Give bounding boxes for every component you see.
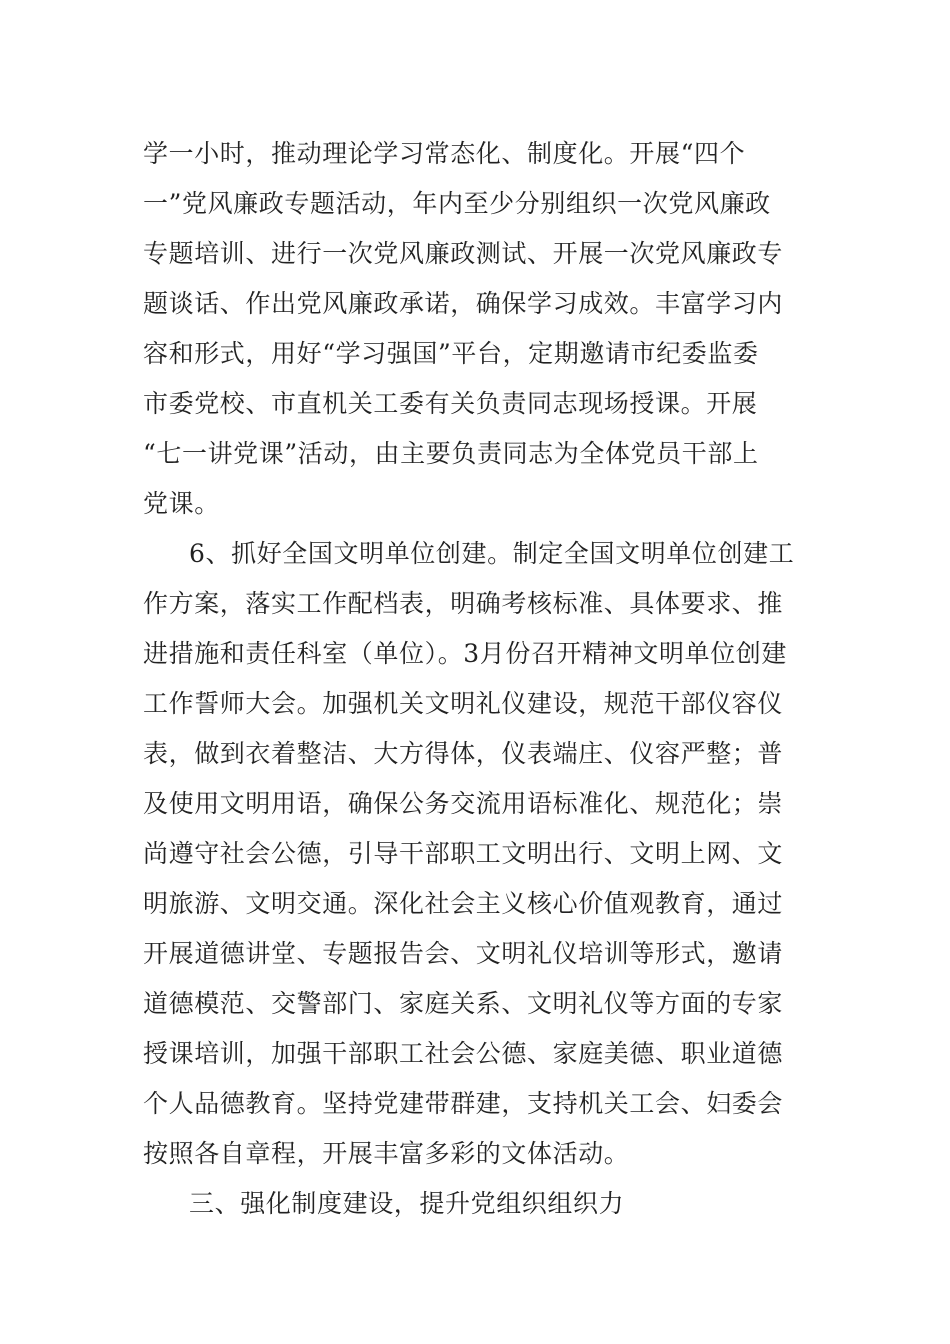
text-line: 明旅游、文明交通。深化社会主义核心价值观教育，通过 — [143, 889, 784, 918]
text-line: 个人品德教育。坚持党建带群建，支持机关工会、妇委会 — [143, 1089, 784, 1118]
section-heading-3: 三、强化制度建设，提升党组织组织力 — [189, 1189, 625, 1218]
text-line: 进措施和责任科室（单位）。3月份召开精神文明单位创建 — [143, 639, 788, 668]
text-line: 表，做到衣着整洁、大方得体，仪表端庄、仪容严整；普 — [143, 739, 784, 768]
text-line: 党课。 — [143, 489, 220, 518]
text-line: 开展道德讲堂、专题报告会、文明礼仪培训等形式，邀请 — [143, 939, 784, 968]
text-line: 一”党风廉政专题活动，年内至少分别组织一次党风廉政 — [143, 189, 771, 218]
text-line: “七一讲党课”活动，由主要负责同志为全体党员干部上 — [143, 439, 759, 468]
text-line: 尚遵守社会公德，引导干部职工文明出行、文明上网、文 — [143, 839, 784, 868]
section-heading-6: 6、抓好全国文明单位创建。制定全国文明单位创建工 — [189, 539, 795, 568]
text-line: 题谈话、作出党风廉政承诺，确保学习成效。丰富学习内 — [143, 289, 784, 318]
text-line: 学一小时，推动理论学习常态化、制度化。开展“四个 — [143, 139, 746, 168]
text-line: 道德模范、交警部门、家庭关系、文明礼仪等方面的专家 — [143, 989, 784, 1018]
text-line: 容和形式，用好“学习强国”平台，定期邀请市纪委监委 — [143, 339, 759, 368]
text-line: 市委党校、市直机关工委有关负责同志现场授课。开展 — [143, 389, 758, 418]
text-line: 按照各自章程，开展丰富多彩的文体活动。 — [143, 1139, 630, 1168]
text-line: 专题培训、进行一次党风廉政测试、开展一次党风廉政专 — [143, 239, 784, 268]
text-line: 授课培训，加强干部职工社会公德、家庭美德、职业道德 — [143, 1039, 784, 1068]
text-line: 作方案，落实工作配档表，明确考核标准、具体要求、推 — [143, 589, 784, 618]
text-line: 及使用文明用语，确保公务交流用语标准化、规范化；崇 — [143, 789, 784, 818]
text-line: 工作誓师大会。加强机关文明礼仪建设，规范干部仪容仪 — [143, 689, 784, 718]
